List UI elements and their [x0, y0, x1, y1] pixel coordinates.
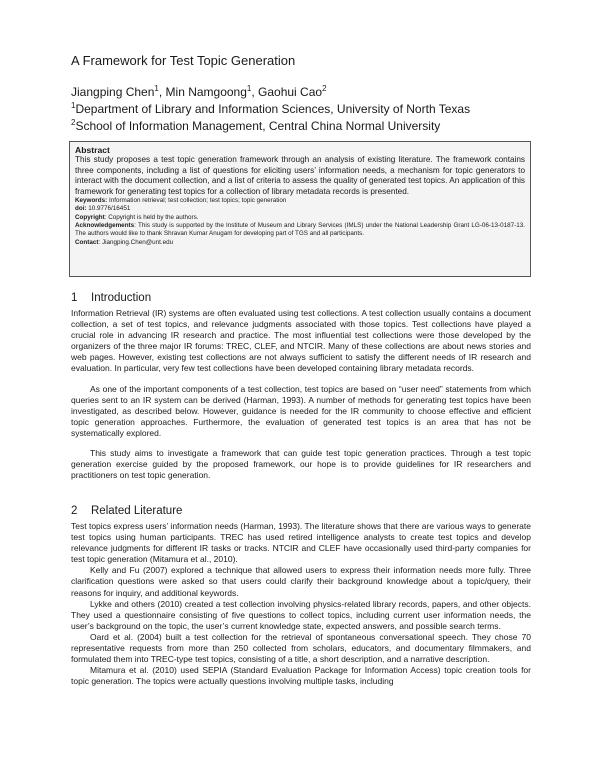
author-name: , Min Namgoong [158, 85, 247, 99]
introduction-body [71, 308, 531, 481]
affiliation-marker: 1 [71, 101, 76, 110]
affiliation-marker: 2 [71, 118, 76, 127]
section-title-text: Introduction [91, 292, 152, 304]
contact-text: : Jiangping.Chen@unt.edu [98, 238, 174, 246]
author-name: , Gaohui Cao [251, 85, 323, 99]
abstract-text: This study proposes a test topic generation framework through an analysis of existing literature. The framework contains three components, including a list of questions for eliciting users’ information needs, a mechanism for topic generators to interact with the document collection, and a list of criteria to assess the quality of generated test topics. An application of this framework for generating test topics for a collection of library metadata records is presented. [75, 155, 525, 196]
affiliation-line [71, 99, 470, 116]
section-heading-related-literature [71, 505, 182, 517]
body-paragraph: Lykke and others (2010) created a test collection involving physics-related library records, papers, and other objects. They used a questionnaire consisting of five questions to collect topics, including current user information needs, the user’s background on the topic, the user’s current knowledge state, expected answers, and possible search terms. [71, 598, 531, 631]
keywords-line [75, 197, 525, 205]
related-literature-body [71, 521, 531, 687]
abstract-box [69, 141, 531, 277]
section-number: 2 [71, 505, 78, 517]
doi-label: doi: [75, 205, 87, 213]
author-line [71, 82, 470, 99]
affiliation-marker: 1 [154, 84, 159, 93]
body-paragraph: Information Retrieval (IR) systems are often evaluated using test collections. A test collection usually contains a document collection, a set of test topics, and relevance judgments associated with those topics. Test collections have played a crucial role in advancing IR research and practice. The most influential test collections were those developed by the organizers of the three major IR forums: TREC, CLEF, and NTCIR. Many of these collections are about news stories and web pages. However, existing test collections are not always sufficient to satisfy the different needs of IR research and evaluation. In particular, very few test collections have been developed containing library metadata records. [71, 308, 531, 374]
copyright-label: Copyright [75, 213, 105, 221]
contact-line [75, 239, 525, 247]
body-paragraph: Mitamura et al. (2010) used SEPIA (Standard Evaluation Package for Information Access) topic creation tools for topic generation. The topics were actually questions involving multiple tasks, including [71, 665, 531, 687]
author-block [71, 82, 470, 133]
paper-title: A Framework for Test Topic Generation [71, 53, 296, 68]
acknowledgements-line [75, 222, 525, 239]
doi-text: 10.9776/16451 [86, 205, 131, 213]
acknowledgements-label: Acknowledgements [75, 221, 135, 229]
affiliation-line [71, 116, 470, 133]
body-paragraph: Test topics express users’ information needs (Harman, 1993). The literature shows that there are various ways to generate test topics using human participants. TREC has used retired intelligence analysts to create test topics and develop relevance judgments for different IR tasks or tracks. NTCIR and CLEF have occasionally used third-party companies for test topic generation (Mitamura et al., 2010). [71, 521, 531, 565]
keywords-text: Information retrieval; test collection; test topics; topic generation [107, 197, 287, 205]
keywords-label: Keywords: [75, 197, 108, 205]
affiliation-text: Department of Library and Information Sciences, University of North Texas [75, 102, 471, 116]
copyright-text: : Copyright is held by the authors. [104, 213, 199, 221]
author-name: Jiangping Chen [71, 85, 155, 99]
section-title-text: Related Literature [91, 505, 183, 517]
copyright-line [75, 214, 525, 222]
abstract-heading: Abstract [75, 145, 110, 155]
body-paragraph: As one of the important components of a test collection, test topics are based on “user need” statements from which queries sent to an IR system can be derived (Harman, 1993). A number of methods for generating test topics have been investigated, as described below. However, guidance is needed for the IR community to choose effective and efficient topic generation approaches. Furthermore, the evaluation of generated test topics is an area that has not be systematically explored. [71, 383, 531, 438]
acknowledgements-text: : This study is supported by the Institute of Museum and Library Services (IMLS) under the National Leadership Grant LG-06-13-0187-13. The authors would like to thank Shravan Kumar Anugam for developing part of TGS and all participants. [75, 221, 525, 238]
body-paragraph: This study aims to investigate a framework that can guide test topic generation practices. Through a test topic generation exercise guided by the proposed framework, our hope is to provide guidelines for IR researchers and practitioners on test topic generation. [71, 448, 531, 481]
affiliation-marker: 2 [322, 84, 327, 93]
section-number: 1 [71, 292, 78, 304]
body-paragraph: Oard et al. (2004) built a test collection for the retrieval of spontaneous conversational speech. They chose 70 representative requests from more than 250 collected from scholars, educators, and documentary filmmakers, and formulated them into TREC-type test topics, consisting of a title, a short description, and a narrative description. [71, 631, 531, 665]
body-paragraph: Kelly and Fu (2007) explored a technique that allowed users to express their information needs more fully. Three clarification questions were asked so that users could clarify their background knowledge about a topic/query, their reasons for inquiry, and additional keywords. [71, 565, 531, 598]
section-heading-introduction [71, 292, 151, 304]
affiliation-text: School of Information Management, Central China Normal University [75, 119, 441, 133]
affiliation-marker: 1 [246, 84, 252, 93]
doi-line [75, 205, 525, 213]
contact-label: Contact [75, 238, 99, 246]
